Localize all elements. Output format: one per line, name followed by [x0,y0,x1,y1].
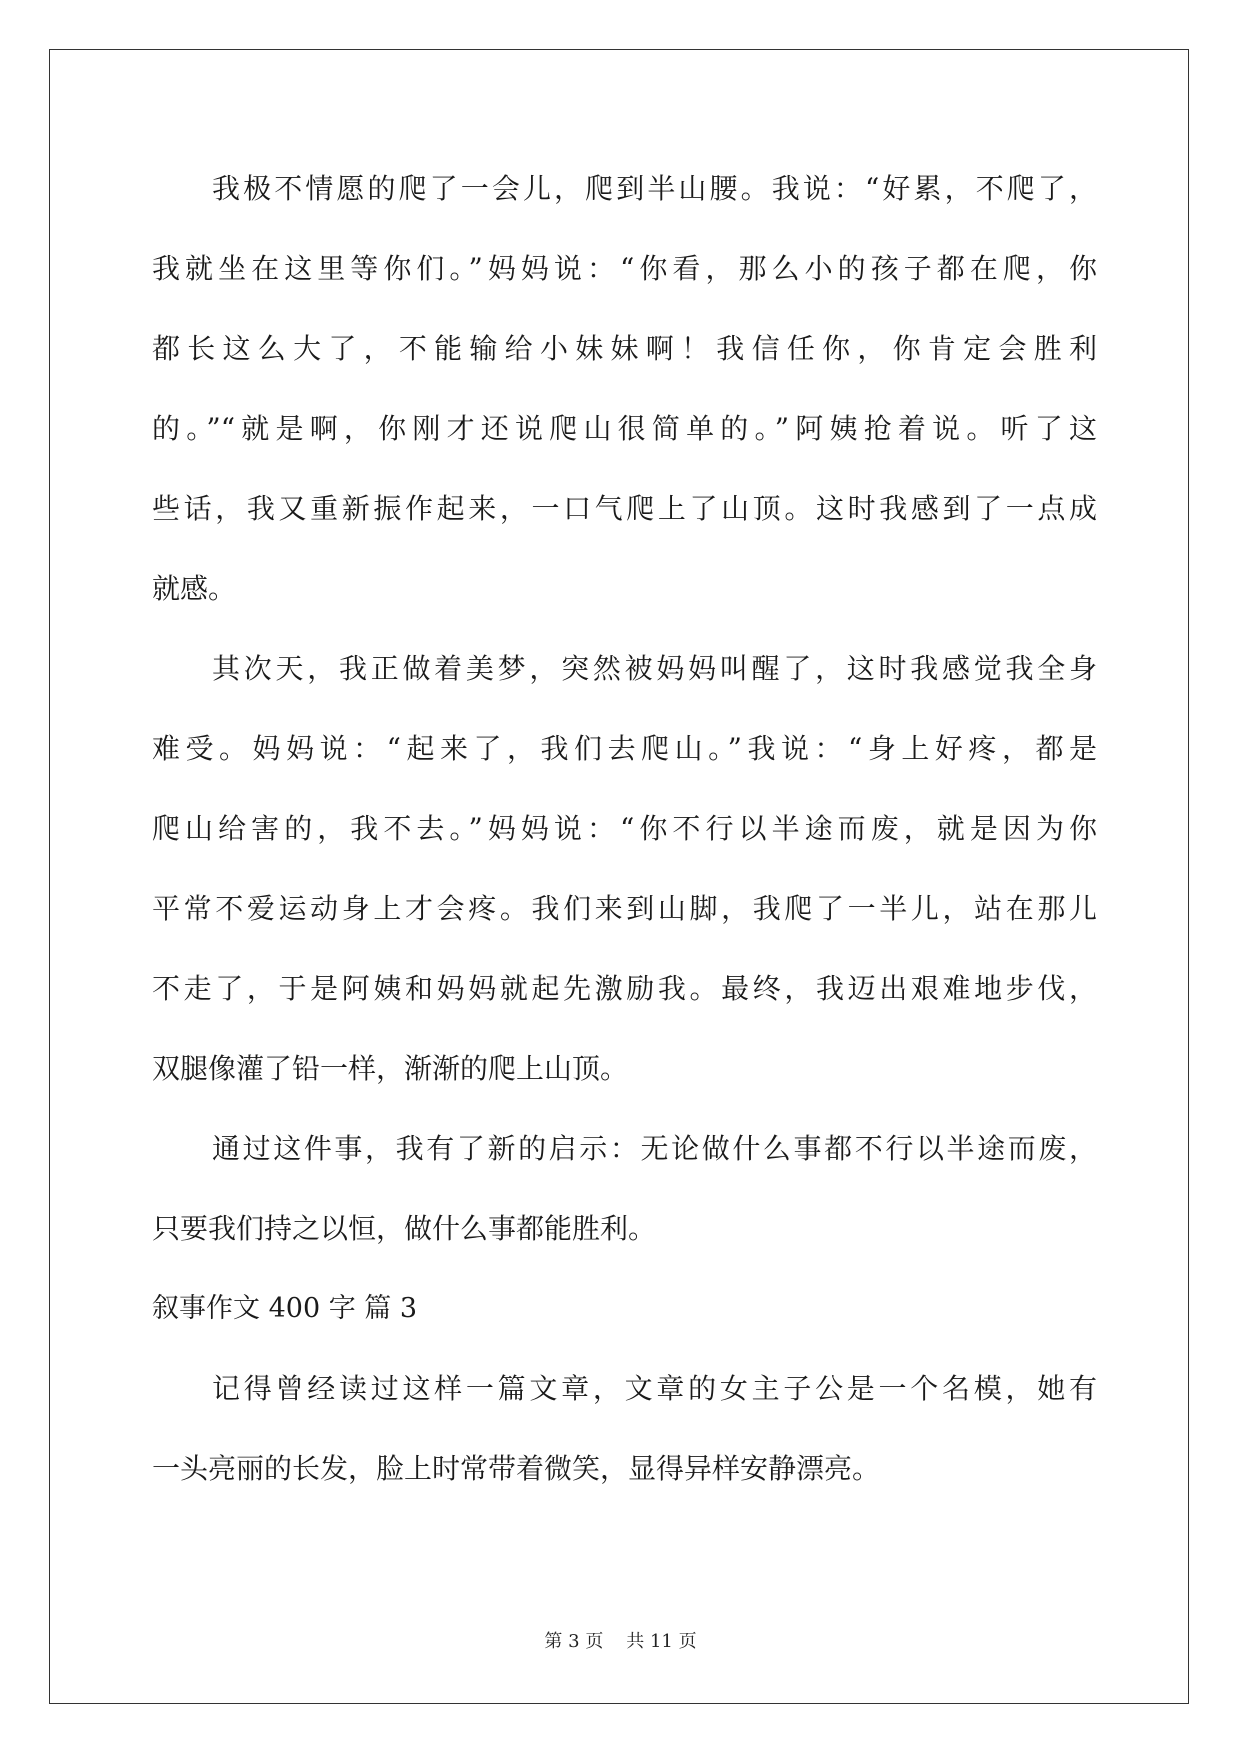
page-total: 共 11 页 [626,1631,697,1652]
text-line: 通过这件事，我有了新的启示：无论做什么事都不行以半途而废， [212,1132,1097,1165]
text-line: 就感。 [152,572,237,605]
paragraph-3 [152,1123,1097,1283]
text-line: 些话，我又重新振作起来，一口气爬上了山顶。这时我感到了一点成 [152,492,1097,525]
text-line: 双腿像灌了铅一样，渐渐的爬上山顶。 [152,1052,629,1085]
document-body [152,163,1097,1523]
paragraph-1 [152,163,1097,643]
text-line: 不走了，于是阿姨和妈妈就起先激励我。最终，我迈出艰难地步伐， [152,972,1097,1005]
text-line: 其次天，我正做着美梦，突然被妈妈叫醒了，这时我感觉我全身 [212,652,1097,685]
paragraph-2 [152,643,1097,1123]
text-line: 记得曾经读过这样一篇文章，文章的女主子公是一个名模，她有 [212,1372,1097,1405]
text-line: 平常不爱运动身上才会疼。我们来到山脚，我爬了一半儿，站在那儿 [152,892,1097,925]
paragraph-4 [152,1363,1097,1523]
text-line: 爬山给害的，我不去。”妈妈说：“你不行以半途而废，就是因为你 [152,812,1097,845]
page-footer [0,1627,1241,1653]
text-line: 的。”“就是啊，你刚才还说爬山很简单的。”阿姨抢着说。听了这 [152,412,1097,445]
text-line: 都长这么大了，不能输给小妹妹啊！我信任你，你肯定会胜利 [152,332,1097,365]
text-line: 我极不情愿的爬了一会儿，爬到半山腰。我说：“好累，不爬了， [212,172,1097,205]
text-line: 一头亮丽的长发，脸上时常带着微笑，显得异样安静漂亮。 [152,1452,881,1485]
page-number: 第 3 页 [544,1631,604,1652]
section-heading: 叙事作文 400 字 篇 3 [152,1293,418,1324]
text-line: 难受。妈妈说：“起来了，我们去爬山。”我说：“身上好疼，都是 [152,732,1097,765]
text-line: 我就坐在这里等你们。”妈妈说：“你看，那么小的孩子都在爬，你 [152,252,1097,285]
text-line: 只要我们持之以恒，做什么事都能胜利。 [152,1212,657,1245]
